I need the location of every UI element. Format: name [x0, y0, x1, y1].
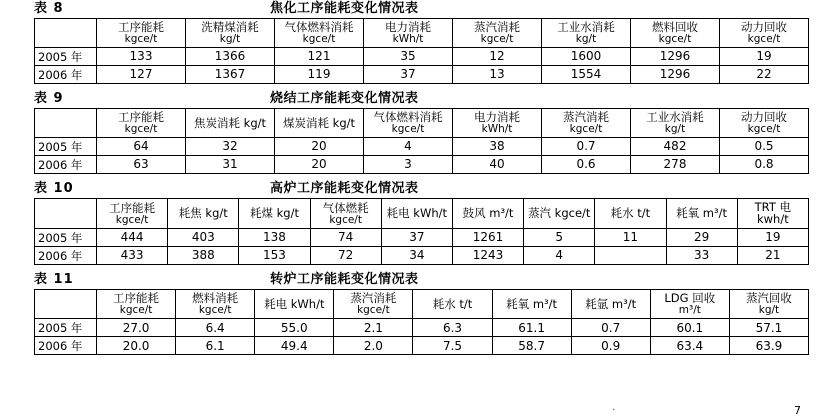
col-header-unit: kWh/t — [392, 33, 424, 46]
col-header — [453, 19, 542, 48]
cell: 0.6 — [542, 156, 631, 174]
cell: 0.9 — [571, 337, 650, 355]
col-header-name: 耗水 t/t — [610, 206, 651, 221]
col-header — [452, 199, 523, 229]
table-title-8: 焦化工序能耗变化情况表 — [270, 1, 419, 16]
row-label: 2006 年 — [35, 66, 97, 84]
cell: 63.9 — [729, 337, 808, 355]
cell: 34 — [381, 247, 452, 265]
table-block-9 — [0, 90, 827, 174]
col-header-name: 燃料回收 — [652, 20, 698, 34]
col-header-unit: kgce/t — [115, 213, 149, 226]
cell: 19 — [720, 48, 809, 66]
cell: 138 — [239, 229, 310, 247]
col-header-unit: kgce/t — [329, 213, 362, 226]
col-header-name: 耗氧 m³/t — [676, 206, 728, 221]
cell: 1243 — [452, 247, 523, 265]
col-header-name: 动力回收 — [741, 110, 787, 125]
cell: 60.1 — [650, 319, 729, 337]
col-header-name: 洗精煤消耗 — [201, 20, 259, 34]
col-header-unit: kgce/t — [480, 33, 514, 46]
col-header — [275, 19, 364, 48]
table-title-11: 转炉工序能耗变化情况表 — [270, 272, 419, 288]
table-label-11: 表 11 — [34, 272, 74, 288]
cell: 11 — [595, 229, 666, 247]
cell: 0.8 — [720, 156, 809, 174]
cell: 388 — [168, 247, 239, 265]
col-header-name: 耗水 t/t — [432, 296, 473, 311]
cell: 2.1 — [334, 319, 413, 337]
col-header — [631, 19, 720, 48]
col-header-name: 耗氧 m³/t — [506, 296, 558, 311]
col-header-name: 蒸汽消耗 — [563, 110, 609, 125]
col-header — [255, 290, 334, 319]
col-header — [97, 199, 168, 229]
table-label-9: 表 9 — [34, 91, 64, 107]
table-row — [35, 319, 809, 337]
table-block-8 — [0, 0, 827, 84]
col-header — [571, 290, 650, 319]
col-header-name: 耗焦 kg/t — [178, 206, 228, 221]
col-header-name: 耗电 kWh/t — [264, 296, 325, 311]
col-header — [275, 109, 364, 138]
cell: 33 — [666, 247, 737, 265]
col-header-name: 焦炭消耗 kg/t — [194, 115, 266, 130]
cell: 127 — [97, 66, 186, 84]
col-header — [595, 199, 666, 229]
cell: 37 — [381, 229, 452, 247]
cell: 278 — [631, 156, 720, 174]
cell: 6.4 — [176, 319, 255, 337]
col-header — [97, 109, 186, 138]
table-row — [35, 337, 809, 355]
table-block-10 — [0, 180, 827, 265]
cell: 1366 — [186, 48, 275, 66]
row-label: 2005 年 — [35, 48, 97, 66]
col-header-name: 蒸汽 kgce/t — [528, 206, 591, 221]
table-block-11 — [0, 271, 827, 355]
col-header-rowlabel — [35, 19, 97, 48]
cell: 121 — [275, 48, 364, 66]
cell: 133 — [97, 48, 186, 66]
col-header-name: LDG 回收 — [664, 291, 716, 306]
cell: 29 — [666, 229, 737, 247]
col-header-unit: kg/t — [575, 33, 597, 46]
row-label: 2006 年 — [35, 247, 97, 265]
cell: 32 — [186, 138, 275, 156]
table-row — [35, 138, 809, 156]
table-header-row — [35, 290, 809, 319]
col-header-name: 工序能耗 — [109, 200, 156, 215]
cell — [595, 247, 666, 265]
col-header-name: 电力消耗 — [385, 20, 431, 34]
table-label-10: 表 10 — [34, 181, 74, 197]
col-header-name: TRT 电 kwh/t — [754, 200, 792, 227]
cell: 5 — [524, 229, 595, 247]
col-header-name: 耗煤 kg/t — [249, 206, 299, 221]
col-header-name: 鼓风 m³/t — [462, 206, 514, 221]
col-header-unit: kgce/t — [124, 123, 158, 136]
col-header — [97, 290, 176, 319]
cell: 1261 — [452, 229, 523, 247]
cell: 444 — [97, 229, 168, 247]
col-header — [542, 19, 631, 48]
col-header-unit: kg/t — [219, 33, 241, 46]
col-header-unit: kgce/t — [357, 304, 390, 317]
col-header-rowlabel — [35, 109, 97, 138]
cell: 6.1 — [176, 337, 255, 355]
col-header — [737, 199, 808, 229]
table-row — [35, 247, 809, 265]
col-header — [666, 199, 737, 229]
col-header — [413, 290, 492, 319]
table-11 — [34, 289, 809, 355]
row-label: 2006 年 — [35, 156, 97, 174]
table-header-row — [35, 19, 809, 48]
row-label: 2005 年 — [35, 229, 97, 247]
col-header — [364, 109, 453, 138]
col-header-name: 工序能耗 — [118, 110, 164, 125]
cell: 40 — [453, 156, 542, 174]
row-label: 2005 年 — [35, 138, 97, 156]
col-header — [524, 199, 595, 229]
col-header-name: 工业水消耗 — [557, 20, 615, 34]
row-label: 2006 年 — [35, 337, 97, 355]
col-header-name: 工业水消耗 — [646, 110, 704, 125]
cell: 57.1 — [729, 319, 808, 337]
cell: 6.3 — [413, 319, 492, 337]
col-header — [186, 109, 275, 138]
cell: 63.4 — [650, 337, 729, 355]
col-header-name: 动力回收 — [741, 20, 787, 34]
cell: 19 — [737, 229, 808, 247]
cell: 38 — [453, 138, 542, 156]
cell: 20.0 — [97, 337, 176, 355]
cell: 20 — [275, 156, 364, 174]
col-header — [542, 109, 631, 138]
cell: 27.0 — [97, 319, 176, 337]
col-header — [492, 290, 571, 319]
col-header — [650, 290, 729, 319]
cell: 403 — [168, 229, 239, 247]
table-row — [35, 48, 809, 66]
col-header — [168, 199, 239, 229]
cell: 37 — [364, 66, 453, 84]
cell: 1367 — [186, 66, 275, 84]
col-header-unit: kgce/t — [747, 33, 781, 46]
col-header — [381, 199, 452, 229]
col-header-name: 蒸汽消耗 — [474, 20, 520, 34]
table-header-row — [35, 109, 809, 138]
col-header — [729, 290, 808, 319]
col-header-unit: kgce/t — [198, 304, 232, 317]
page-footer-mark: · — [612, 403, 616, 416]
col-header-name: 气体燃耗 — [322, 200, 369, 215]
col-header-name: 工序能耗 — [113, 291, 160, 306]
cell: 7.5 — [413, 337, 492, 355]
col-header-rowlabel — [35, 199, 97, 229]
cell: 12 — [453, 48, 542, 66]
col-header — [186, 19, 275, 48]
table-10 — [34, 198, 809, 265]
cell: 1600 — [542, 48, 631, 66]
table-header-row — [35, 199, 809, 229]
col-header-name: 工序能耗 — [118, 20, 164, 34]
cell: 74 — [310, 229, 381, 247]
cell: 13 — [453, 66, 542, 84]
col-header-rowlabel — [35, 290, 97, 319]
col-header-name: 耗电 kWh/t — [386, 206, 448, 221]
cell: 4 — [364, 138, 453, 156]
col-header-unit: m³/t — [678, 304, 701, 317]
col-header-name: 电力消耗 — [474, 110, 520, 125]
table-row — [35, 66, 809, 84]
col-header — [97, 19, 186, 48]
cell: 35 — [364, 48, 453, 66]
col-header-name: 耗氩 m³/t — [585, 296, 637, 311]
cell: 72 — [310, 247, 381, 265]
cell: 153 — [239, 247, 310, 265]
col-header — [176, 290, 255, 319]
table-9 — [34, 108, 809, 174]
cell: 49.4 — [255, 337, 334, 355]
table-caption-10 — [34, 180, 809, 198]
cell: 0.7 — [571, 319, 650, 337]
cell: 58.7 — [492, 337, 571, 355]
col-header-unit: kgce/t — [391, 123, 425, 136]
cell: 63 — [97, 156, 186, 174]
col-header-unit: kgce/t — [124, 33, 158, 46]
cell: 61.1 — [492, 319, 571, 337]
cell: 433 — [97, 247, 168, 265]
cell: 1296 — [631, 66, 720, 84]
cell: 1554 — [542, 66, 631, 84]
col-header-unit: kWh/t — [481, 123, 513, 136]
col-header — [453, 109, 542, 138]
page-number: 7 — [794, 404, 801, 417]
row-label: 2005 年 — [35, 319, 97, 337]
col-header-name: 燃料消耗 — [192, 291, 239, 306]
col-header — [310, 199, 381, 229]
table-row — [35, 229, 809, 247]
table-title-10: 高炉工序能耗变化情况表 — [270, 181, 419, 197]
col-header-name: 气体燃料消耗 — [373, 110, 443, 125]
cell: 4 — [524, 247, 595, 265]
col-header — [364, 19, 453, 48]
cell: 3 — [364, 156, 453, 174]
col-header-unit: kgce/t — [658, 33, 692, 46]
cell: 0.5 — [720, 138, 809, 156]
col-header — [334, 290, 413, 319]
cell: 1296 — [631, 48, 720, 66]
table-row — [35, 156, 809, 174]
col-header-unit: kgce/t — [747, 123, 781, 136]
cell: 31 — [186, 156, 275, 174]
cell: 119 — [275, 66, 364, 84]
col-header — [720, 109, 809, 138]
cell: 0.7 — [542, 138, 631, 156]
table-caption-11 — [34, 271, 809, 289]
table-title-9: 烧结工序能耗变化情况表 — [270, 91, 419, 107]
cell: 20 — [275, 138, 364, 156]
table-caption-9 — [34, 90, 809, 108]
cell: 55.0 — [255, 319, 334, 337]
cell: 2.0 — [334, 337, 413, 355]
cell: 64 — [97, 138, 186, 156]
table-caption-8 — [34, 0, 809, 18]
col-header-name: 煤炭消耗 kg/t — [283, 115, 355, 130]
col-header-name: 蒸汽消耗 — [350, 291, 397, 306]
cell: 482 — [631, 138, 720, 156]
col-header-unit: kg/t — [664, 123, 686, 136]
col-header — [720, 19, 809, 48]
col-header-unit: kgce/t — [569, 123, 603, 136]
col-header-name: 气体燃料消耗 — [284, 20, 354, 34]
col-header-unit: kgce/t — [302, 33, 336, 46]
table-label-8: 表 8 — [34, 1, 64, 16]
table-8 — [34, 18, 809, 84]
cell: 22 — [720, 66, 809, 84]
col-header-name: 蒸汽回收 — [745, 291, 792, 306]
col-header — [239, 199, 310, 229]
col-header-unit: kg/t — [758, 304, 780, 317]
col-header-unit: kgce/t — [119, 304, 153, 317]
cell: 21 — [737, 247, 808, 265]
col-header — [631, 109, 720, 138]
